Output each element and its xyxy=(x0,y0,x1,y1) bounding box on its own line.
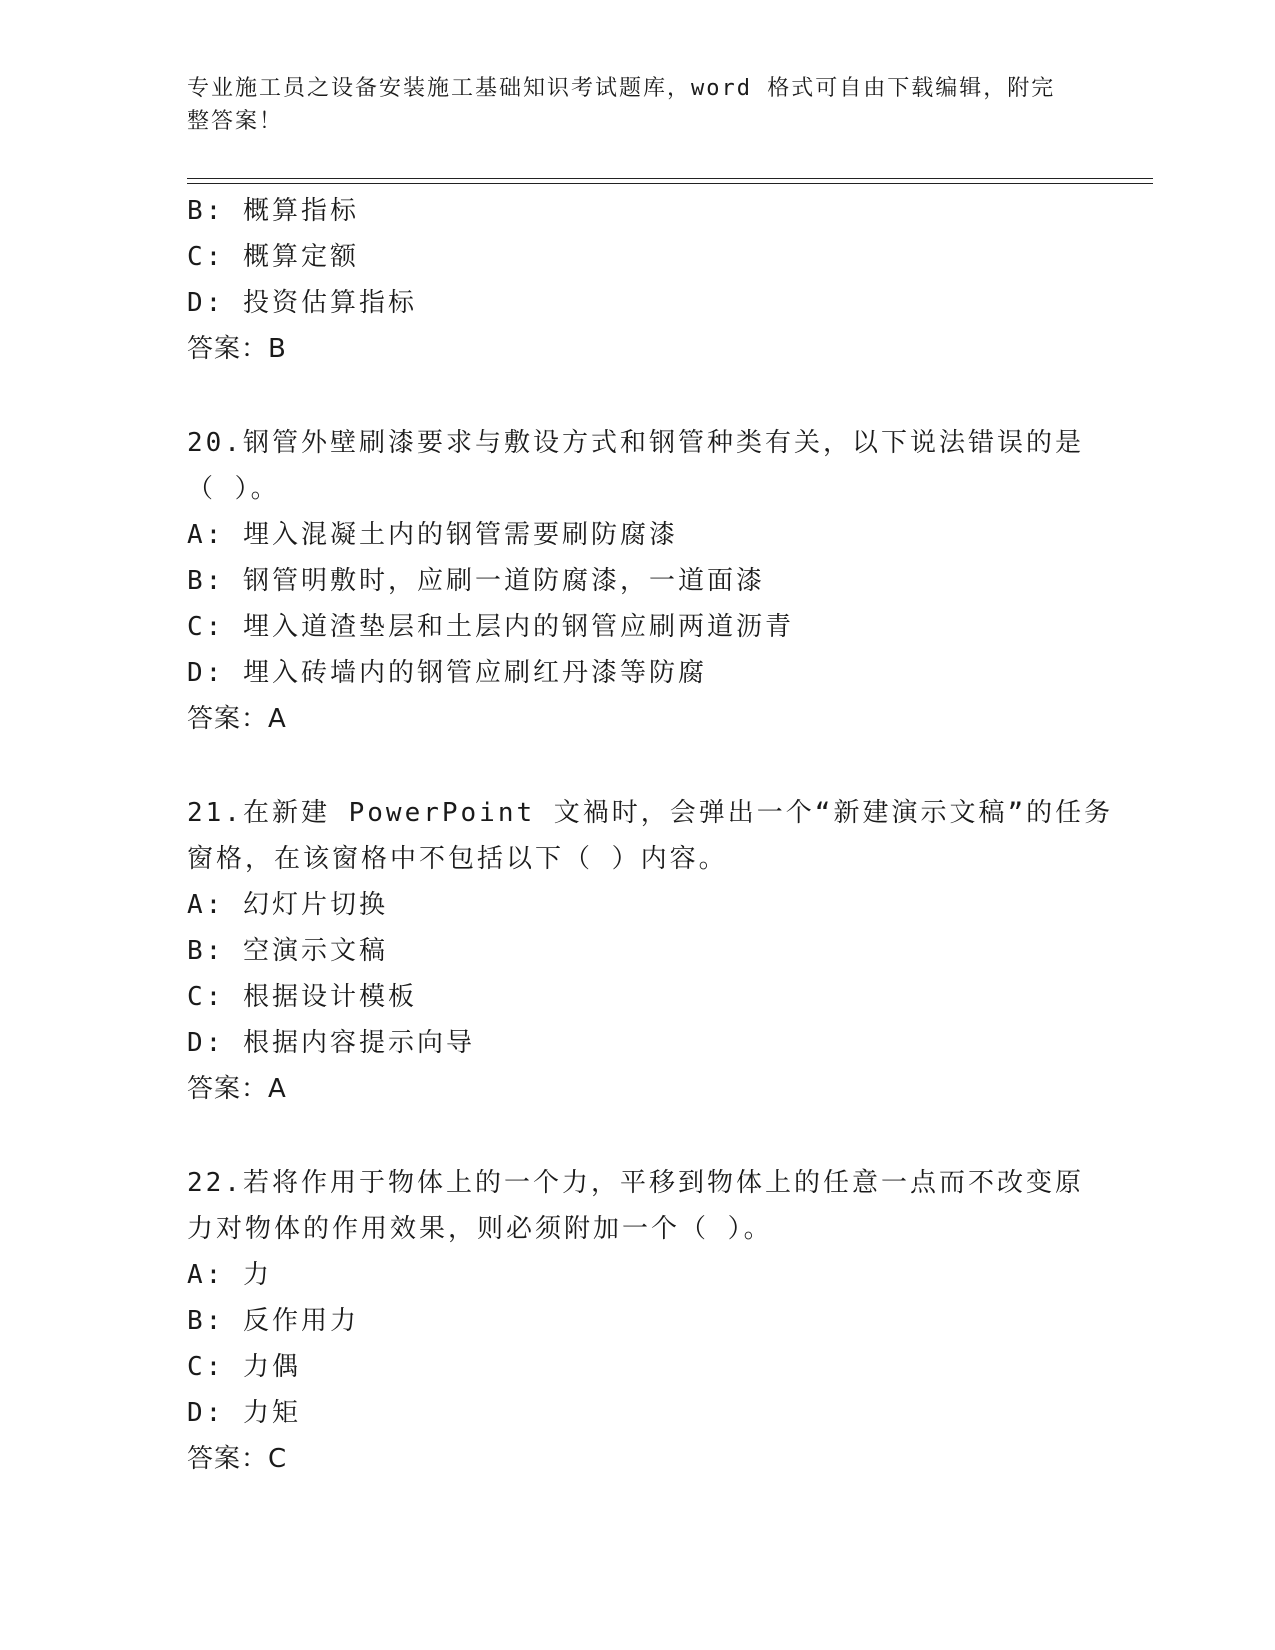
option-a: A: 幻灯片切换 xyxy=(187,890,388,920)
option-b: B: 反作用力 xyxy=(187,1306,359,1336)
option-a: A: 埋入混凝土内的钢管需要刷防腐漆 xyxy=(187,520,678,550)
option-b: B: 概算指标 xyxy=(187,196,359,226)
question-block-22 xyxy=(187,1160,1087,1482)
option-d: D: 力矩 xyxy=(187,1398,301,1428)
header-divider-top xyxy=(187,178,1153,179)
option-b: B: 钢管明敷时，应刷一道防腐漆，一道面漆 xyxy=(187,566,765,596)
answer-line: 答案：B xyxy=(187,334,287,364)
question-stem-line-1: 20.钢管外壁刷漆要求与敷设方式和钢管种类有关，以下说法错误的是 xyxy=(187,428,1084,458)
header-line-1: 专业施工员之设备安装施工基础知识考试题库，word 格式可自由下载编辑，附完 xyxy=(187,76,1056,101)
spacer xyxy=(187,1112,1087,1160)
answer-line: 答案：C xyxy=(187,1444,288,1474)
option-c: C: 埋入道渣垫层和土层内的钢管应刷两道沥青 xyxy=(187,612,794,642)
answer-line: 答案：A xyxy=(187,704,287,734)
option-d: D: 根据内容提示向导 xyxy=(187,1028,475,1058)
option-c: C: 力偶 xyxy=(187,1352,301,1382)
option-d: D: 埋入砖墙内的钢管应刷红丹漆等防腐 xyxy=(187,658,707,688)
option-c: C: 根据设计模板 xyxy=(187,982,417,1012)
header-line-2: 整答案！ xyxy=(187,109,284,134)
question-stem-line-1: 21.在新建 PowerPoint 文禍时，会弹出一个“新建演示文稿”的任务 xyxy=(187,798,1114,828)
question-stem-line-2: （ ）。 xyxy=(187,474,280,504)
option-c: C: 概算定额 xyxy=(187,242,359,272)
option-a: A: 力 xyxy=(187,1260,272,1290)
question-list xyxy=(187,188,1114,1482)
header-divider-bottom xyxy=(187,183,1153,184)
question-block-20 xyxy=(187,420,1087,742)
question-block-21 xyxy=(187,790,1114,1112)
question-stem-line-2: 窗格，在该窗格中不包括以下（ ）内容。 xyxy=(187,844,728,874)
answer-line: 答案：A xyxy=(187,1074,287,1104)
spacer xyxy=(187,372,1087,420)
question-stem-line-1: 22.若将作用于物体上的一个力，平移到物体上的任意一点而不改变原 xyxy=(187,1168,1084,1198)
document-header xyxy=(187,72,1067,138)
question-block-prev xyxy=(187,188,1087,372)
option-b: B: 空演示文稿 xyxy=(187,936,388,966)
question-stem-line-2: 力对物体的作用效果，则必须附加一个（ ）。 xyxy=(187,1214,773,1244)
option-d: D: 投资估算指标 xyxy=(187,288,417,318)
spacer xyxy=(187,742,1087,790)
